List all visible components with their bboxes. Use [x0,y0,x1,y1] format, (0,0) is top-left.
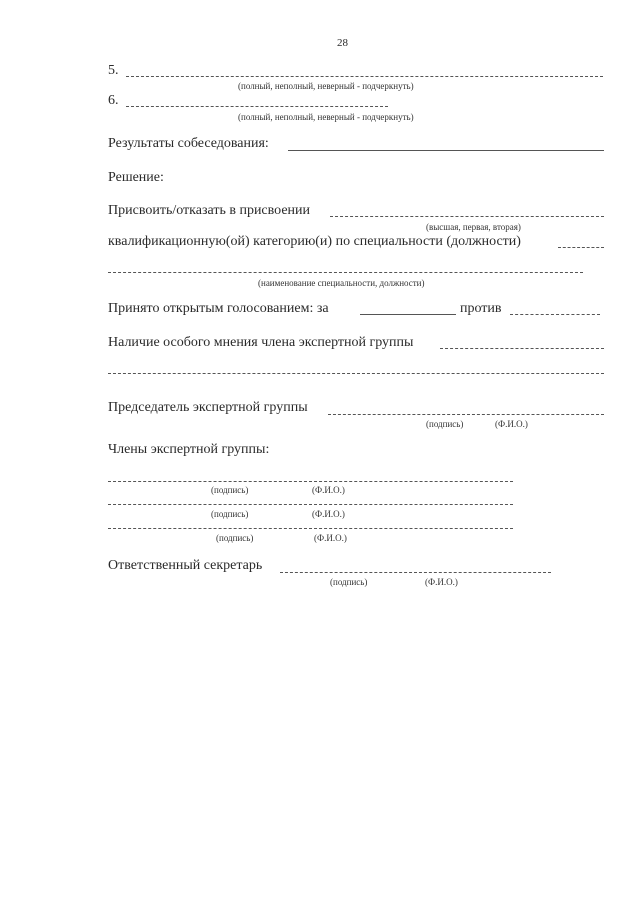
votes-against-label: против [460,301,502,316]
member-1-signature-caption: (подпись) [211,485,249,495]
secretary-signature-caption: (подпись) [330,577,368,587]
secretary-label: Ответственный секретарь [108,558,263,573]
chairman-label: Председатель экспертной группы [108,400,308,415]
specialty-answer-line[interactable] [108,272,583,273]
member-3-name-caption: (Ф.И.О.) [314,533,347,543]
results-label: Результаты собеседования: [108,136,269,151]
chairman-signature-caption: (подпись) [426,419,464,429]
category-answer-line[interactable] [330,216,604,217]
category-specialty-line[interactable] [558,247,604,248]
votes-against-line[interactable] [510,314,600,315]
member-1-line[interactable] [108,481,513,482]
member-3-line[interactable] [108,528,513,529]
member-3-signature-caption: (подпись) [216,533,254,543]
opinion-answer-line[interactable] [440,348,604,349]
members-label: Члены экспертной группы: [108,442,270,457]
opinion-label: Наличие особого мнения члена экспертной группы [108,335,414,350]
member-2-line[interactable] [108,504,513,505]
secretary-signature-line[interactable] [280,572,551,573]
category-caption: (высшая, первая, вторая) [426,222,521,232]
item5-label: 5. [108,63,119,78]
chairman-name-caption: (Ф.И.О.) [495,419,528,429]
item6-answer-line[interactable] [126,106,388,107]
category-label: квалификационную(ой) категорию(и) по специальности (должности) [108,234,521,249]
member-2-signature-caption: (подпись) [211,509,249,519]
page-number: 28 [337,37,348,49]
item5-caption: (полный, неполный, неверный - подчеркнуть) [238,81,414,91]
votes-for-line[interactable] [360,314,456,315]
assign-label: Присвоить/отказать в присвоении [108,203,311,218]
member-2-name-caption: (Ф.И.О.) [312,509,345,519]
opinion-continuation-line[interactable] [108,373,604,374]
results-answer-line[interactable] [288,150,604,151]
member-1-name-caption: (Ф.И.О.) [312,485,345,495]
item6-caption: (полный, неполный, неверный - подчеркнуть) [238,112,414,122]
specialty-caption: (наименование специальности, должности) [258,278,425,288]
item6-label: 6. [108,93,119,108]
voting-label: Принято открытым голосованием: за [108,301,329,316]
decision-label: Решение: [108,170,164,185]
chairman-signature-line[interactable] [328,414,604,415]
item5-answer-line[interactable] [126,76,603,77]
secretary-name-caption: (Ф.И.О.) [425,577,458,587]
